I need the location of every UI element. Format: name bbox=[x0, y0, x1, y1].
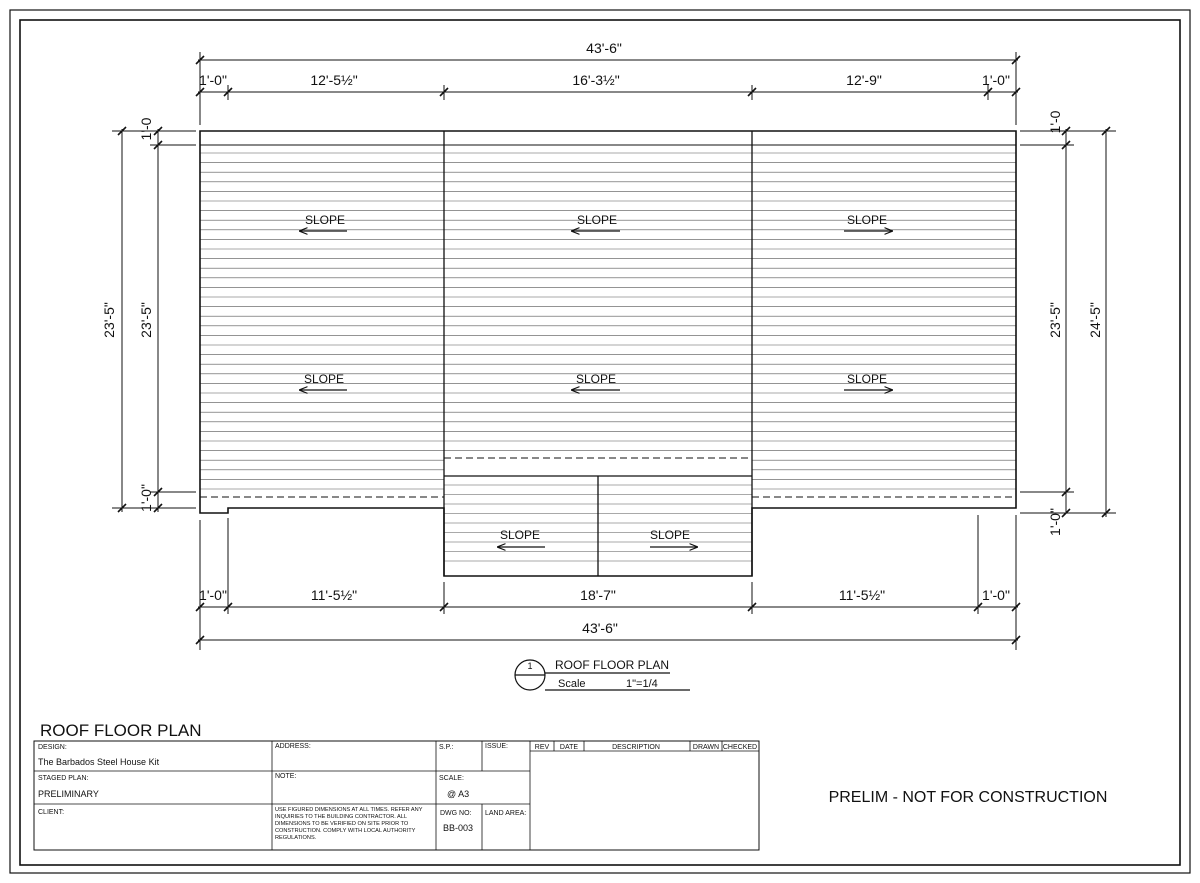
client-label: CLIENT: bbox=[38, 809, 65, 816]
dim-right-inner: 23'-5" bbox=[1047, 302, 1063, 338]
dwg-no-label: DWG NO: bbox=[440, 810, 472, 817]
dim-left-bottom-overhang: 1'-0" bbox=[138, 484, 154, 512]
detail-scale-value: 1"=1/4 bbox=[626, 678, 658, 690]
dim-right-outer: 24'-5" bbox=[1087, 302, 1103, 338]
dim-left-inner: 23'-5" bbox=[138, 302, 154, 338]
note-line: DIMENSIONS TO BE VERIFIED ON SITE PRIOR TO bbox=[275, 821, 409, 827]
detail-title: ROOF FLOOR PLAN bbox=[555, 658, 670, 672]
note-line: INQUIRIES TO THE BUILDING CONTRACTOR. ALL bbox=[275, 814, 407, 820]
dim-bottom-segment: 11'-5½" bbox=[838, 587, 886, 603]
rev-header: CHECKED bbox=[722, 744, 758, 751]
dim-top-segment: 1'-0" bbox=[199, 72, 227, 88]
dim-top-overall: 43'-6" bbox=[586, 40, 622, 56]
slope-label: SLOPE bbox=[846, 213, 888, 227]
issue-label: ISSUE: bbox=[485, 743, 508, 750]
dim-left-outer: 23'-5" bbox=[101, 302, 117, 338]
design-label: DESIGN: bbox=[38, 744, 67, 751]
sheet-border bbox=[10, 10, 1190, 873]
slope-label: SLOPE bbox=[499, 528, 541, 542]
dim-bottom-segment: 18'-7" bbox=[580, 587, 616, 603]
sheet-title: ROOF FLOOR PLAN bbox=[40, 721, 202, 740]
detail-number: 1 bbox=[527, 661, 533, 671]
top-dimensions bbox=[196, 52, 1020, 125]
staged-plan-label: STAGED PLAN: bbox=[38, 775, 89, 782]
sp-label: S.P.: bbox=[439, 744, 454, 751]
dim-bottom-segment: 11'-5½" bbox=[310, 587, 358, 603]
dim-top-segment: 1'-0" bbox=[982, 72, 1010, 88]
land-area-label: LAND AREA: bbox=[485, 810, 527, 817]
roof-outline bbox=[200, 131, 1016, 576]
prelim-notice: PRELIM - NOT FOR CONSTRUCTION bbox=[828, 789, 1108, 806]
dim-bottom-segment: 1'-0" bbox=[199, 587, 227, 603]
dim-top-segment: 12'-5½" bbox=[310, 72, 358, 88]
rev-header: DRAWN bbox=[692, 744, 720, 751]
note-line: USE FIGURED DIMENSIONS AT ALL TIMES. REFER ANY bbox=[275, 807, 423, 813]
slope-label: SLOPE bbox=[649, 528, 691, 542]
dim-right-bottom-overhang: 1'-0" bbox=[1047, 508, 1063, 536]
detail-scale-label: Scale bbox=[558, 678, 586, 690]
slope-label: SLOPE bbox=[575, 372, 617, 386]
slope-label: SLOPE bbox=[304, 213, 346, 227]
dim-right-top-overhang: 1'-0 bbox=[1047, 110, 1063, 134]
dim-top-segment: 12'-9" bbox=[846, 72, 882, 88]
rev-header: REV bbox=[534, 744, 550, 751]
scale-value: @ A3 bbox=[447, 789, 470, 799]
note-label: NOTE: bbox=[275, 773, 297, 780]
staged-plan-value: PRELIMINARY bbox=[38, 789, 99, 799]
rev-header: DATE bbox=[559, 744, 579, 751]
roof-plan bbox=[200, 131, 1016, 576]
note-line: REGULATIONS. bbox=[275, 835, 317, 841]
slope-label: SLOPE bbox=[846, 372, 888, 386]
dim-left-top-overhang: 1'-0 bbox=[138, 117, 154, 141]
note-line: CONSTRUCTION. COMPLY WITH LOCAL AUTHORITY bbox=[275, 828, 416, 834]
left-dimensions bbox=[112, 127, 196, 512]
dim-bottom-overall: 43'-6" bbox=[582, 620, 618, 636]
address-label: ADDRESS: bbox=[275, 743, 311, 750]
slope-label: SLOPE bbox=[303, 372, 345, 386]
slope-label: SLOPE bbox=[576, 213, 618, 227]
dim-bottom-segment: 1'-0" bbox=[982, 587, 1010, 603]
design-value: The Barbados Steel House Kit bbox=[38, 757, 160, 767]
scale-label: SCALE: bbox=[439, 775, 464, 782]
dwg-no-value: BB-003 bbox=[443, 823, 474, 833]
rev-header: DESCRIPTION bbox=[612, 744, 660, 751]
dim-top-segment: 16'-3½" bbox=[572, 72, 620, 88]
